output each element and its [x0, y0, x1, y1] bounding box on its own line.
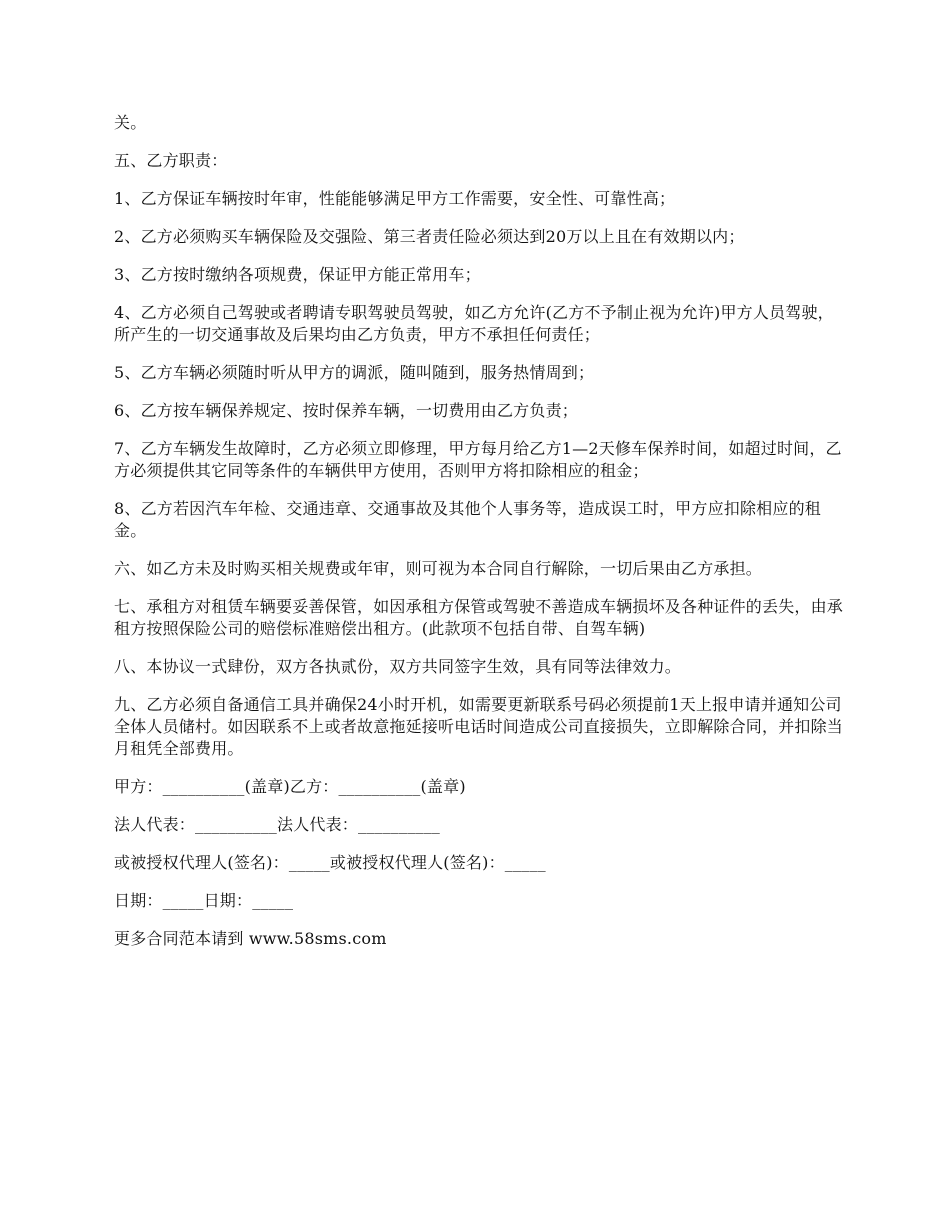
- section-seven: 七、承租方对租赁车辆要妥善保管，如因承租方保管或驾驶不善造成车辆损坏及各种证件的丢失，由承租方按照保险公司的赔偿标准赔偿出租方。(此款项不包括自带、自驾车辆): [114, 597, 844, 638]
- section-eight: 八、本协议一式肆份，双方各执贰份，双方共同签字生效，具有同等法律效力。: [114, 657, 682, 676]
- clause-6: 6、乙方按车辆保养规定、按时保养车辆，一切费用由乙方负责；: [114, 401, 578, 420]
- signature-legal-rep-line: 法人代表：__________法人代表：__________: [114, 815, 441, 834]
- signature-agent-line: 或被授权代理人(签名)：_____或被授权代理人(签名)：_____: [114, 853, 546, 872]
- clause-2: 2、乙方必须购买车辆保险及交强险、第三者责任险必须达到20万以上且在有效期以内；: [114, 227, 745, 246]
- paragraph-continuation: 关。: [114, 113, 147, 132]
- footer-link-text: 更多合同范本请到 www.58sms.com: [114, 929, 387, 948]
- clause-7: 7、乙方车辆发生故障时，乙方必须立即修理，甲方每月给乙方1—2天修车保养时间，如超过时间，乙方必须提供其它同等条件的车辆供甲方使用，否则甲方将扣除相应的租金；: [114, 439, 842, 480]
- signature-party-line: 甲方：__________(盖章)乙方：__________(盖章): [114, 777, 466, 796]
- clause-4: 4、乙方必须自己驾驶或者聘请专职驾驶员驾驶，如乙方允许(乙方不予制止视为允许)甲方人员驾驶，所产生的一切交通事故及后果均由乙方负责，甲方不承担任何责任；: [114, 303, 834, 344]
- clause-1: 1、乙方保证车辆按时年审，性能能够满足甲方工作需要，安全性、可靠性高；: [114, 189, 676, 208]
- document-page: [114, 112, 844, 966]
- section-six: 六、如乙方未及时购买相关规费或年审，则可视为本合同自行解除，一切后果由乙方承担。: [114, 559, 763, 578]
- clause-3: 3、乙方按时缴纳各项规费，保证甲方能正常用车；: [114, 265, 481, 284]
- signature-date-line: 日期：_____日期：_____: [114, 891, 294, 910]
- clause-5: 5、乙方车辆必须随时听从甲方的调派，随叫随到，服务热情周到；: [114, 363, 595, 382]
- section-nine: 九、乙方必须自备通信工具并确保24小时开机，如需要更新联系号码必须提前1天上报申请并通知公司全体人员储村。如因联系不上或者故意拖延接听电话时间造成公司直接损失，立即解除合同，并扣除当月租凭全部费用。: [114, 695, 844, 758]
- section-five-heading: 五、乙方职责：: [114, 151, 228, 170]
- clause-8: 8、乙方若因汽车年检、交通违章、交通事故及其他个人事务等，造成误工时，甲方应扣除相应的租金。: [114, 499, 821, 540]
